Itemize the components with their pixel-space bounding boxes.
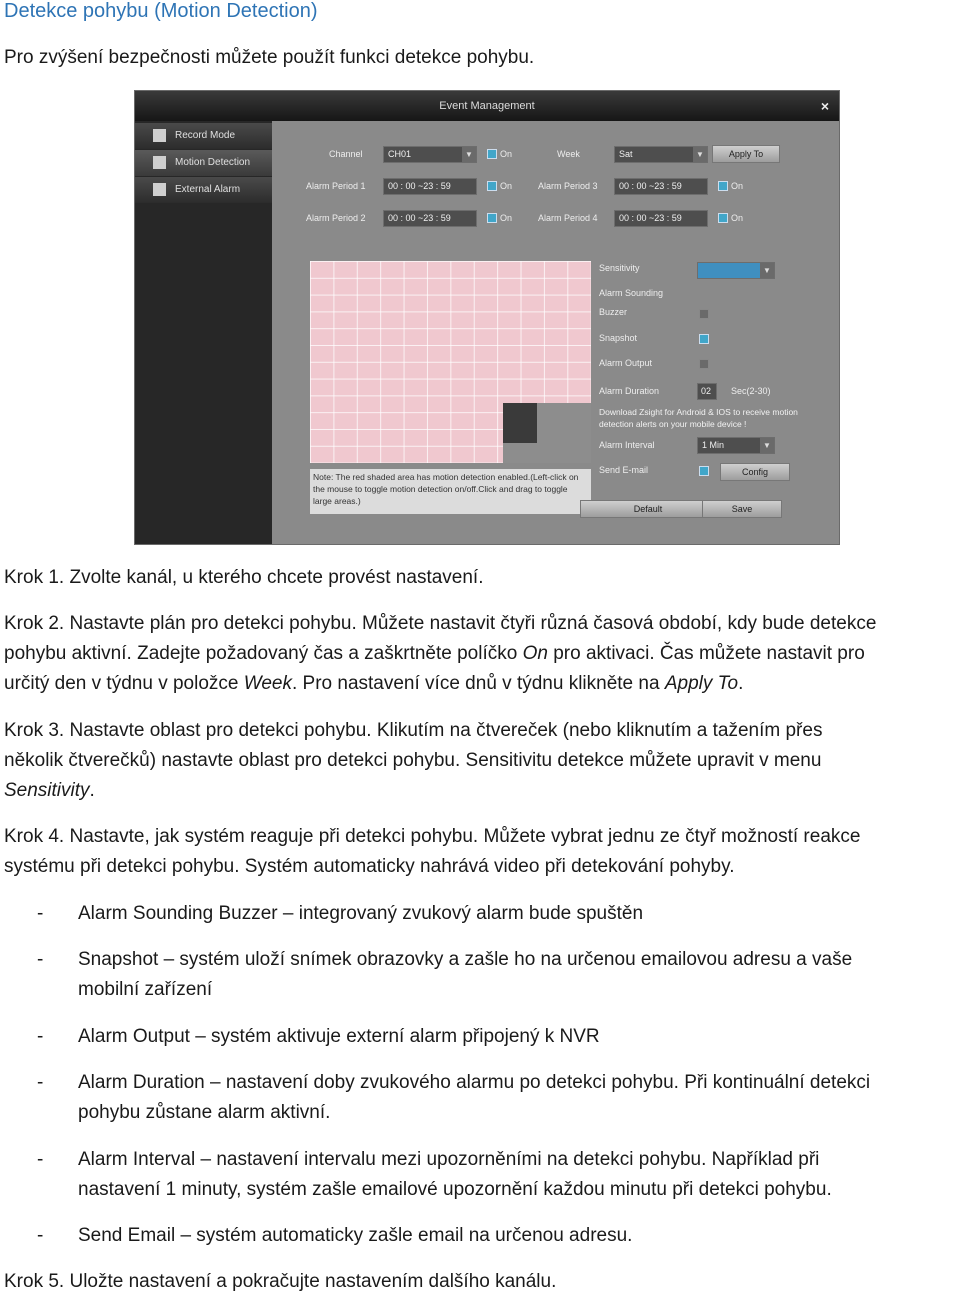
step-2-line-1: Krok 2. Nastavte plán pro detekci pohybu. Můžete nastavit čtyři různá časová období, kdy bude detekce xyxy=(4,613,877,634)
snapshot-label: Snapshot xyxy=(599,333,638,343)
step-3-line-1: Krok 3. Nastavte oblast pro detekci pohybu. Klikutím na čtvereček (nebo kliknutím a tažením přes xyxy=(4,720,823,741)
step-2-line-2: pohybu aktivní. Zadejte požadovaný čas a zaškrtněte políčko On pro aktivaci. Čas můžete nastavit pro xyxy=(4,643,865,664)
sidebar-item-label: Record Mode xyxy=(175,130,236,141)
default-button[interactable]: Default xyxy=(580,500,716,518)
chevron-down-icon: ▼ xyxy=(462,147,476,162)
alarm-output-checkbox[interactable] xyxy=(699,359,709,369)
alarm-period-4-on-checkbox[interactable] xyxy=(718,213,728,223)
alarm-period-4-label: Alarm Period 4 xyxy=(538,213,598,223)
alarm-period-4-on-label: On xyxy=(731,213,744,223)
alarm-period-1-on-label: On xyxy=(500,181,513,191)
alarm-interval-select[interactable] xyxy=(697,437,775,454)
camera-preview xyxy=(503,403,591,463)
alarm-interval-value: 1 Min xyxy=(702,440,725,450)
alarm-duration-label: Alarm Duration xyxy=(599,386,660,396)
config-button[interactable]: Config xyxy=(720,463,790,481)
send-email-checkbox[interactable] xyxy=(699,466,709,476)
walking-person-icon xyxy=(153,156,166,169)
buzzer-label: Buzzer xyxy=(599,307,628,317)
alarm-interval-label: Alarm Interval xyxy=(599,440,655,450)
alarm-period-3-label: Alarm Period 3 xyxy=(538,181,598,191)
week-term: Week xyxy=(243,673,292,694)
on-term: On xyxy=(522,643,548,664)
save-button[interactable]: Save xyxy=(702,500,782,518)
sensitivity-term: Sensitivity xyxy=(4,780,90,801)
apply-to-term: Apply To xyxy=(664,673,739,694)
page-title: Detekce pohybu (Motion Detection) xyxy=(4,0,318,22)
alarm-icon xyxy=(153,183,166,196)
channel-label: Channel xyxy=(329,149,363,159)
step-4-line-2: systému při detekci pohybu. Systém automaticky nahrává video při detekování pohyby. xyxy=(4,856,735,877)
channel-on-label: On xyxy=(500,149,513,159)
alarm-period-1-on-checkbox[interactable] xyxy=(487,181,497,191)
step-1: Krok 1. Zvolte kanál, u kterého chcete provést nastavení. xyxy=(4,567,484,588)
grid-note: Note: The red shaded area has motion detection enabled.(Left-click on the mouse to toggle motion detection on/off.Click and drag to toggle large areas.) xyxy=(310,469,591,514)
alarm-period-3-on-checkbox[interactable] xyxy=(718,181,728,191)
alarm-period-3-input[interactable]: 00 : 00 ~23 : 59 xyxy=(614,178,708,195)
sidebar-item-external-alarm[interactable] xyxy=(135,177,272,203)
event-management-screenshot xyxy=(134,90,840,545)
alarm-period-2-on-label: On xyxy=(500,213,513,223)
send-email-label: Send E-mail xyxy=(599,465,649,475)
step-3-line-3: Sensitivity. xyxy=(4,780,95,801)
step-2-line-3: určitý den v týdnu v položce Week. Pro nastavení více dnů v týdnu klikněte na Apply To. xyxy=(4,673,744,694)
channel-value: CH01 xyxy=(388,149,412,159)
alarm-sounding-label: Alarm Sounding xyxy=(599,288,664,298)
alarm-duration-unit: Sec(2-30) xyxy=(731,386,771,396)
alarm-period-1-label: Alarm Period 1 xyxy=(306,181,366,191)
download-note: Download Zsight for Android & IOS to receive motion detection alerts on your mobile device ! xyxy=(599,407,798,429)
week-label: Week xyxy=(557,149,580,159)
sidebar-item-motion-detection[interactable] xyxy=(135,150,272,176)
motion-detection-grid[interactable] xyxy=(310,261,591,463)
step-4-line-1: Krok 4. Nastavte, jak systém reaguje při detekci pohybu. Můžete vybrat jednu ze čtyř možností reakce xyxy=(4,826,861,847)
alarm-period-2-on-checkbox[interactable] xyxy=(487,213,497,223)
sensitivity-select[interactable] xyxy=(697,262,775,279)
window-title: Event Management xyxy=(135,91,839,121)
channel-on-checkbox[interactable] xyxy=(487,149,497,159)
week-value: Sat xyxy=(619,149,633,159)
alarm-period-3-on-label: On xyxy=(731,181,744,191)
snapshot-checkbox[interactable] xyxy=(699,334,709,344)
apply-to-button[interactable]: Apply To xyxy=(712,145,780,163)
alarm-period-2-label: Alarm Period 2 xyxy=(306,213,366,223)
buzzer-checkbox[interactable] xyxy=(699,309,709,319)
sidebar-item-label: Motion Detection xyxy=(175,157,251,168)
step-3-line-2: několik čtverečků) nastavte oblast pro detekci pohybu. Sensitivitu detekce můžete upravit v menu xyxy=(4,750,822,771)
calendar-icon xyxy=(153,129,166,142)
alarm-period-4-input[interactable]: 00 : 00 ~23 : 59 xyxy=(614,210,708,227)
chevron-down-icon: ▼ xyxy=(693,147,707,162)
chevron-down-icon: ▼ xyxy=(760,438,774,453)
sidebar-item-label: External Alarm xyxy=(175,184,241,195)
close-icon[interactable]: × xyxy=(820,98,829,114)
alarm-duration-input[interactable]: 02 xyxy=(697,383,717,400)
channel-select[interactable] xyxy=(383,146,477,163)
alarm-period-1-input[interactable]: 00 : 00 ~23 : 59 xyxy=(383,178,477,195)
alarm-output-label: Alarm Output xyxy=(599,358,653,368)
sidebar-item-record-mode[interactable] xyxy=(135,123,272,149)
alarm-period-2-input[interactable]: 00 : 00 ~23 : 59 xyxy=(383,210,477,227)
intro-text: Pro zvýšení bezpečnosti můžete použít funkci detekce pohybu. xyxy=(4,47,535,68)
sidebar xyxy=(135,121,272,544)
sensitivity-label: Sensitivity xyxy=(599,263,640,273)
step-5: Krok 5. Uložte nastavení a pokračujte nastavením dalšího kanálu. xyxy=(4,1271,557,1292)
chevron-down-icon: ▼ xyxy=(760,263,774,278)
week-select[interactable] xyxy=(614,146,708,163)
